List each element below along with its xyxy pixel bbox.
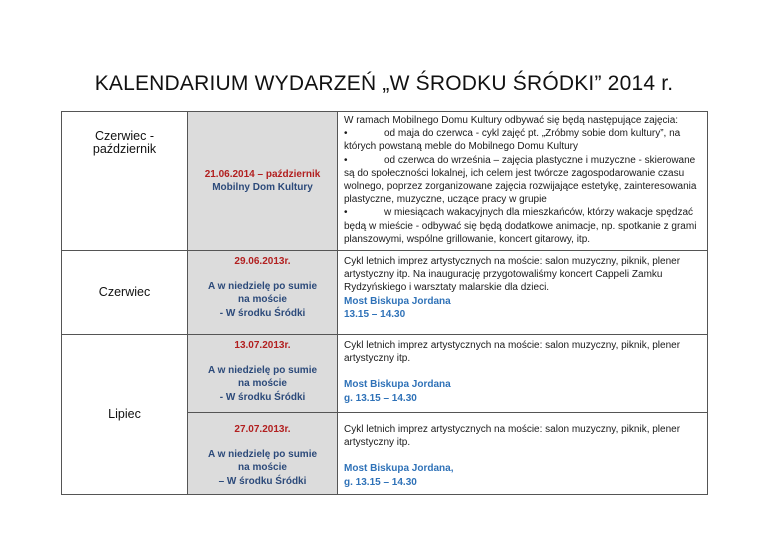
event-subtitle: A w niedzielę po sumie — [207, 365, 318, 377]
event-time: g. 13.15 – 14.30 — [344, 392, 417, 404]
date-cell — [188, 251, 338, 335]
description-intro: W ramach Mobilnego Domu Kultury odbywać się będą następujące zajęcia: — [344, 115, 679, 126]
bullet-icon: • — [344, 128, 348, 140]
page-title: KALENDARIUM WYDARZEŃ „W ŚRODKU ŚRÓDKI” 2014 r. — [94, 72, 674, 95]
bullet-icon: • — [344, 207, 348, 219]
event-subtitle: Mobilny Dom Kultury — [212, 182, 313, 194]
list-item-text: od czerwca do września – zajęcia plastyczne i muzyczne - skierowane są do społeczności lokalnej, ich celem jest twórcze zagospodarowanie czasu wolnego, poprzez zorganizowane zajęcia rozwijające estetykę, zainteresowania plastyczne, muzyczne, uczące pracy w grupie — [344, 154, 697, 206]
event-description: Cykl letnich imprez artystycznych na moście: salon muzyczny, piknik, plener artystyczny itp. — [344, 424, 681, 449]
event-subtitle: – W środku Śródki — [218, 475, 307, 487]
description-cell — [338, 251, 708, 335]
table-row — [62, 251, 708, 335]
event-subtitle: - W środku Śródki — [219, 307, 306, 319]
event-place: Most Biskupa Jordana — [344, 295, 451, 307]
description-cell — [338, 413, 708, 495]
event-place: Most Biskupa Jordana — [344, 379, 451, 391]
event-description: Cykl letnich imprez artystycznych na moście: salon muzyczny, piknik, plener artystyczny itp. Na inaugurację przygotowaliśmy koncert Cappeli Zamku Rydzyńskiego i warsztaty malarskie dla dzieci. — [344, 256, 681, 294]
event-description: Cykl letnich imprez artystycznych na moście: salon muzyczny, piknik, plener artystyczny itp. — [344, 340, 681, 365]
event-subtitle: - W środku Śródki — [219, 391, 306, 403]
list-item — [344, 154, 701, 207]
event-subtitle: A w niedzielę po sumie — [207, 449, 318, 461]
event-time: g. 13.15 – 14.30 — [344, 476, 417, 488]
event-date: 21.06.2014 – październik — [204, 169, 321, 180]
month-label: Lipiec — [108, 406, 141, 421]
date-cell — [188, 413, 338, 495]
event-date: 29.06.2013r. — [234, 256, 291, 267]
event-subtitle: A w niedzielę po sumie — [207, 281, 318, 293]
list-item — [344, 127, 701, 153]
month-label: Czerwiec - październik — [92, 129, 157, 157]
description-cell — [338, 112, 708, 251]
event-date: 27.07.2013r. — [234, 424, 291, 435]
description-cell — [338, 335, 708, 413]
bullet-icon: • — [344, 154, 348, 166]
month-cell — [62, 251, 188, 335]
event-place: Most Biskupa Jordana, — [344, 463, 454, 475]
date-cell — [188, 335, 338, 413]
event-subtitle: na moście — [238, 294, 287, 306]
list-item-text: od maja do czerwca - cykl zajęć pt. „Zróbmy sobie dom kultury”, na których powstaną meble do Mobilnego Domu Kultury — [344, 128, 681, 153]
events-table — [61, 111, 708, 495]
event-date: 13.07.2013r. — [234, 340, 291, 351]
month-label: Czerwiec — [98, 284, 151, 299]
month-cell — [62, 112, 188, 251]
list-item-text: w miesiącach wakacyjnych dla mieszkańców, którzy wakacje spędzać będą w mieście - odbywać się będą dodatkowe animacje, np. spotkanie z grami planszowymi, wspólne grillowanie, koncert gitarowy, itp. — [344, 207, 697, 245]
table-row — [62, 112, 708, 251]
list-item — [344, 206, 701, 246]
event-subtitle: na moście — [238, 462, 287, 474]
table-row — [62, 335, 708, 413]
event-time: 13.15 – 14.30 — [344, 308, 406, 320]
month-cell — [62, 335, 188, 495]
event-subtitle: na moście — [238, 378, 287, 390]
date-cell — [188, 112, 338, 251]
